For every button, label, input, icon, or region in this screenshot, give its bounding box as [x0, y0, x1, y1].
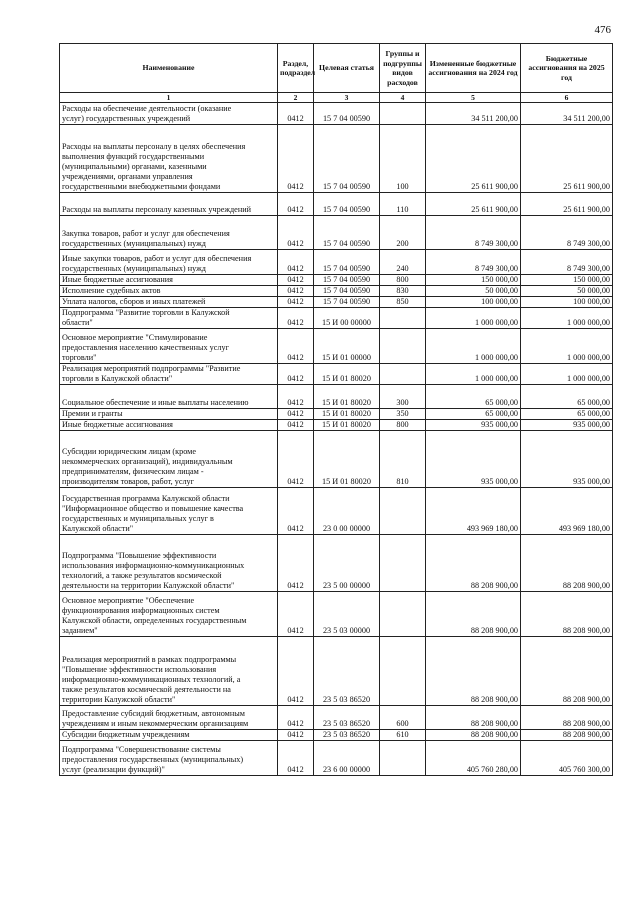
row-name: Подпрограмма "Повышение эффективности использования информационно-коммуникационных технологий, а также результатов космической деятельности на территории Калужской области": [60, 535, 278, 592]
row-changed: 34 511 200,00: [426, 103, 521, 125]
table-row: [60, 329, 613, 364]
row-group: 100: [380, 125, 426, 193]
row-changed: 65 000,00: [426, 409, 521, 420]
row-changed: 8 749 300,00: [426, 250, 521, 275]
row-changed: 1 000 000,00: [426, 329, 521, 364]
row-2025: 100 000,00: [521, 297, 613, 308]
row-target: 23 5 03 86520: [314, 730, 380, 741]
column-number-row: [60, 93, 613, 103]
row-changed: 25 611 900,00: [426, 193, 521, 216]
row-name: Реализация мероприятий подпрограммы "Развитие торговли в Калужской области": [60, 364, 278, 385]
row-changed: 88 208 900,00: [426, 730, 521, 741]
row-group: 610: [380, 730, 426, 741]
page-number: 476: [594, 24, 611, 36]
row-target: 23 5 03 86520: [314, 706, 380, 730]
row-target: 15 И 01 80020: [314, 420, 380, 431]
row-section: 0412: [278, 488, 314, 535]
row-section: 0412: [278, 286, 314, 297]
header-2025: Бюджетные ассигнования на 2025 год: [521, 44, 613, 93]
row-target: 15 7 04 00590: [314, 286, 380, 297]
row-group: 800: [380, 275, 426, 286]
row-2025: 493 969 180,00: [521, 488, 613, 535]
row-changed: 1 000 000,00: [426, 308, 521, 329]
row-2025: 1 000 000,00: [521, 364, 613, 385]
row-target: 15 И 01 80020: [314, 364, 380, 385]
row-section: 0412: [278, 329, 314, 364]
row-section: 0412: [278, 125, 314, 193]
row-group: [380, 488, 426, 535]
row-name: Расходы на обеспечение деятельности (оказание услуг) государственных учреждений: [60, 103, 278, 125]
row-section: 0412: [278, 409, 314, 420]
row-section: 0412: [278, 431, 314, 488]
row-name: Основное мероприятие "Обеспечение функционирования информационных систем Калужской области, определенных государственным заданием": [60, 592, 278, 637]
row-2025: 8 749 300,00: [521, 250, 613, 275]
table-row: [60, 409, 613, 420]
row-changed: 100 000,00: [426, 297, 521, 308]
row-target: 15 7 04 00590: [314, 275, 380, 286]
row-changed: 88 208 900,00: [426, 535, 521, 592]
row-changed: 405 760 280,00: [426, 741, 521, 776]
header-target: Целевая статья: [314, 44, 380, 93]
row-name: Подпрограмма "Развитие торговли в Калужской области": [60, 308, 278, 329]
row-2025: 935 000,00: [521, 420, 613, 431]
row-name: Иные закупки товаров, работ и услуг для обеспечения государственных (муниципальных) нужд: [60, 250, 278, 275]
table-row: [60, 364, 613, 385]
row-section: 0412: [278, 297, 314, 308]
row-2025: 34 511 200,00: [521, 103, 613, 125]
row-2025: 88 208 900,00: [521, 637, 613, 706]
header-name: Наименование: [60, 44, 278, 93]
row-target: 15 И 01 80020: [314, 431, 380, 488]
row-name: Иные бюджетные ассигнования: [60, 275, 278, 286]
row-section: 0412: [278, 308, 314, 329]
row-2025: 50 000,00: [521, 286, 613, 297]
row-name: Премии и гранты: [60, 409, 278, 420]
header-section: Раздел, подраздел: [278, 44, 314, 93]
row-target: 23 5 00 00000: [314, 535, 380, 592]
column-number: 5: [426, 93, 521, 103]
table-row: [60, 216, 613, 250]
table-row: [60, 125, 613, 193]
row-changed: 8 749 300,00: [426, 216, 521, 250]
row-group: [380, 741, 426, 776]
row-section: 0412: [278, 420, 314, 431]
row-target: 23 5 03 00000: [314, 592, 380, 637]
row-name: Субсидии бюджетным учреждениям: [60, 730, 278, 741]
row-name: Закупка товаров, работ и услуг для обеспечения государственных (муниципальных) нужд: [60, 216, 278, 250]
row-target: 23 5 03 86520: [314, 637, 380, 706]
row-2025: 65 000,00: [521, 385, 613, 409]
row-section: 0412: [278, 535, 314, 592]
row-target: 23 0 00 00000: [314, 488, 380, 535]
table-row: [60, 297, 613, 308]
row-group: [380, 364, 426, 385]
row-changed: 935 000,00: [426, 431, 521, 488]
table-row: [60, 385, 613, 409]
row-group: 350: [380, 409, 426, 420]
row-group: 200: [380, 216, 426, 250]
row-changed: 493 969 180,00: [426, 488, 521, 535]
row-group: [380, 329, 426, 364]
row-name: Предоставление субсидий бюджетным, автономным учреждениям и иным некоммерческим организациям: [60, 706, 278, 730]
row-target: 15 И 01 80020: [314, 385, 380, 409]
row-2025: 65 000,00: [521, 409, 613, 420]
row-target: 15 7 04 00590: [314, 297, 380, 308]
row-name: Государственная программа Калужской области "Информационное общество и повышение качества государственных и муниципальных услуг в Калужской области": [60, 488, 278, 535]
row-group: 850: [380, 297, 426, 308]
row-target: 15 И 00 00000: [314, 308, 380, 329]
row-group: 830: [380, 286, 426, 297]
row-target: 15 И 01 00000: [314, 329, 380, 364]
table-body: [60, 103, 613, 776]
row-name: Уплата налогов, сборов и иных платежей: [60, 297, 278, 308]
row-target: 15 7 04 00590: [314, 193, 380, 216]
row-target: 15 И 01 80020: [314, 409, 380, 420]
row-name: Подпрограмма "Совершенствование системы предоставления государственных (муниципальных) услуг (реализации функций)": [60, 741, 278, 776]
header-row: [60, 44, 613, 93]
row-changed: 88 208 900,00: [426, 592, 521, 637]
row-section: 0412: [278, 250, 314, 275]
row-2025: 935 000,00: [521, 431, 613, 488]
row-section: 0412: [278, 275, 314, 286]
row-changed: 88 208 900,00: [426, 706, 521, 730]
row-group: 300: [380, 385, 426, 409]
row-changed: 65 000,00: [426, 385, 521, 409]
column-number: 6: [521, 93, 613, 103]
table-row: [60, 592, 613, 637]
table-row: [60, 706, 613, 730]
row-name: Основное мероприятие "Стимулирование предоставления населению качественных услуг торговли": [60, 329, 278, 364]
row-group: 800: [380, 420, 426, 431]
column-number: 3: [314, 93, 380, 103]
row-group: [380, 308, 426, 329]
row-changed: 935 000,00: [426, 420, 521, 431]
row-changed: 1 000 000,00: [426, 364, 521, 385]
row-2025: 25 611 900,00: [521, 193, 613, 216]
row-2025: 8 749 300,00: [521, 216, 613, 250]
column-number: 1: [60, 93, 278, 103]
row-target: 15 7 04 00590: [314, 103, 380, 125]
row-2025: 405 760 300,00: [521, 741, 613, 776]
row-name: Расходы на выплаты персоналу казенных учреждений: [60, 193, 278, 216]
row-section: 0412: [278, 193, 314, 216]
table-row: [60, 250, 613, 275]
row-section: 0412: [278, 592, 314, 637]
row-section: 0412: [278, 385, 314, 409]
row-section: 0412: [278, 741, 314, 776]
row-section: 0412: [278, 637, 314, 706]
table-row: [60, 488, 613, 535]
row-group: 110: [380, 193, 426, 216]
row-2025: 88 208 900,00: [521, 592, 613, 637]
row-name: Иные бюджетные ассигнования: [60, 420, 278, 431]
table-row: [60, 741, 613, 776]
row-2025: 88 208 900,00: [521, 535, 613, 592]
row-group: 240: [380, 250, 426, 275]
row-section: 0412: [278, 730, 314, 741]
row-section: 0412: [278, 364, 314, 385]
table-row: [60, 275, 613, 286]
row-group: [380, 535, 426, 592]
table-row: [60, 286, 613, 297]
row-changed: 50 000,00: [426, 286, 521, 297]
row-target: 15 7 04 00590: [314, 125, 380, 193]
row-target: 23 6 00 00000: [314, 741, 380, 776]
row-name: Субсидии юридическим лицам (кроме некоммерческих организаций), индивидуальным предпринимателям, физическим лицам - производителям товаров, работ, услуг: [60, 431, 278, 488]
row-group: [380, 637, 426, 706]
row-group: [380, 103, 426, 125]
row-section: 0412: [278, 103, 314, 125]
budget-table: [59, 43, 613, 776]
table-row: [60, 431, 613, 488]
row-section: 0412: [278, 216, 314, 250]
row-2025: 1 000 000,00: [521, 329, 613, 364]
row-2025: 25 611 900,00: [521, 125, 613, 193]
row-target: 15 7 04 00590: [314, 216, 380, 250]
table-row: [60, 420, 613, 431]
header-changed: Измененные бюджетные ассигнования на 2024 год: [426, 44, 521, 93]
table-row: [60, 730, 613, 741]
row-section: 0412: [278, 706, 314, 730]
row-name: Социальное обеспечение и иные выплаты населению: [60, 385, 278, 409]
row-name: Расходы на выплаты персоналу в целях обеспечения выполнения функций государственными (муниципальными) органами, казенными учреждениями, органами управления государственными внебюджетными фондами: [60, 125, 278, 193]
header-group: Группы и подгруппы видов расходов: [380, 44, 426, 93]
row-name: Исполнение судебных актов: [60, 286, 278, 297]
row-changed: 25 611 900,00: [426, 125, 521, 193]
row-2025: 88 208 900,00: [521, 730, 613, 741]
column-number: 2: [278, 93, 314, 103]
row-changed: 88 208 900,00: [426, 637, 521, 706]
row-2025: 1 000 000,00: [521, 308, 613, 329]
row-2025: 150 000,00: [521, 275, 613, 286]
row-group: 600: [380, 706, 426, 730]
row-changed: 150 000,00: [426, 275, 521, 286]
table-row: [60, 193, 613, 216]
table-row: [60, 103, 613, 125]
row-group: [380, 592, 426, 637]
table-row: [60, 637, 613, 706]
row-2025: 88 208 900,00: [521, 706, 613, 730]
row-name: Реализация мероприятий в рамках подпрограммы "Повышение эффективности использования информационно-коммуникационных технологий, а также результатов космической деятельности на территории Калужской области": [60, 637, 278, 706]
table-row: [60, 308, 613, 329]
column-number: 4: [380, 93, 426, 103]
table-row: [60, 535, 613, 592]
row-group: 810: [380, 431, 426, 488]
row-target: 15 7 04 00590: [314, 250, 380, 275]
